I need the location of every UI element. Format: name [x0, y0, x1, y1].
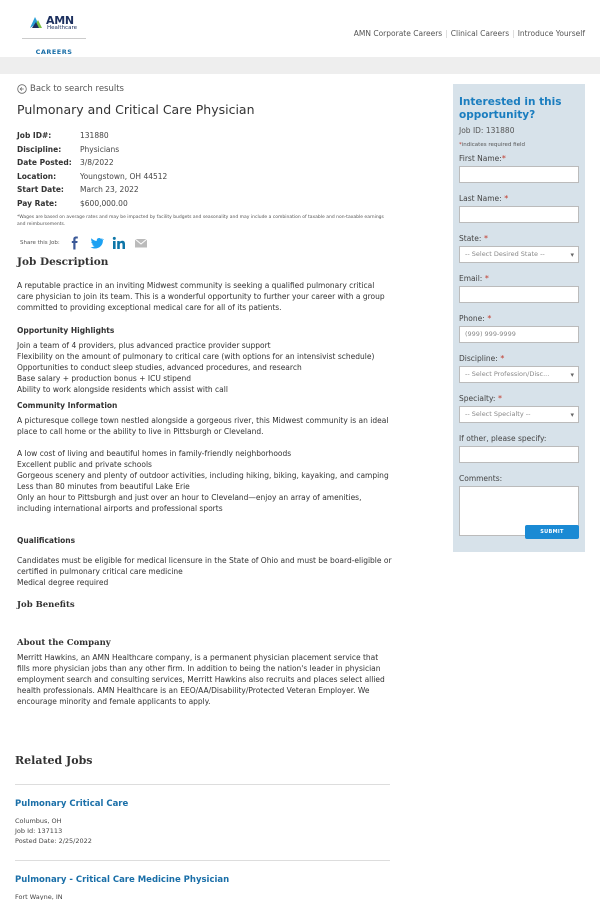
related-job	[15, 861, 390, 900]
apply-form	[453, 84, 585, 552]
list-item: Excellent public and private schools	[17, 460, 152, 469]
share-bar	[17, 236, 392, 250]
meta-value: Youngstown, OH 44512	[80, 171, 168, 181]
back-link-label: Back to search results	[30, 84, 124, 94]
meta-label: Pay Rate:	[17, 198, 58, 208]
required-star: *	[483, 234, 488, 243]
nav-separator: |	[445, 29, 448, 38]
email-icon[interactable]	[134, 236, 148, 250]
job-benefits-heading: Job Benefits	[17, 600, 75, 610]
nav-introduce-yourself[interactable]: Introduce Yourself	[517, 29, 585, 38]
required-star: *	[497, 394, 502, 403]
form-title: Interested in this opportunity?	[459, 96, 562, 121]
required-star: *	[484, 274, 489, 283]
job-description-heading: Job Description	[17, 256, 109, 268]
required-star: *	[459, 142, 462, 148]
site-header	[0, 0, 600, 57]
state-label: State:	[459, 234, 482, 243]
last-name-input[interactable]	[459, 206, 579, 223]
state-select[interactable]: -- Select Desired State -- ▾	[459, 246, 579, 263]
job-meta	[17, 129, 392, 210]
meta-value: 131880	[80, 131, 109, 141]
required-note-text: indicates required field	[461, 142, 525, 148]
list-item: Candidates must be eligible for medical licensure in the State of Ohio and must be board-eligible or certified in pulmonary critical care medicine	[17, 556, 392, 576]
related-job-posted: Posted Date: 2/25/2022	[15, 837, 92, 845]
list-item: Less than 80 minutes from beautiful Lake Erie	[17, 482, 190, 491]
first-name-label: First Name:	[459, 154, 502, 163]
required-star: *	[500, 354, 505, 363]
specialty-label: Specialty:	[459, 394, 496, 403]
other-specialty-input[interactable]	[459, 446, 579, 463]
qualifications-heading: Qualifications	[17, 536, 76, 545]
list-item: A picturesque college town nestled alongside a gorgeous river, this Midwest community is an ideal place to call home or the ability to live in Pittsburgh or Cleveland.	[17, 416, 389, 436]
community-heading: Community Information	[17, 401, 118, 410]
nav-clinical-careers[interactable]: Clinical Careers	[450, 29, 510, 38]
logo-divider	[22, 38, 86, 39]
list-item: Medical degree required	[17, 578, 109, 587]
discipline-select[interactable]: -- Select Profession/Disc... ▾	[459, 366, 579, 383]
state-field-group	[459, 234, 579, 263]
meta-label: Discipline:	[17, 144, 62, 154]
meta-row	[17, 129, 392, 143]
top-nav	[351, 29, 588, 38]
meta-label: Start Date:	[17, 185, 64, 195]
form-job-id: Job ID: 131880	[459, 126, 515, 135]
phone-input[interactable]: (999) 999-9999	[459, 326, 579, 343]
share-label: Share this Job:	[20, 240, 60, 246]
wage-disclaimer: *Wages are based on average rates and may be impacted by facility budgets and seasonality and may include a combination of taxable and non-taxable earnings and reimbursements.	[17, 215, 384, 227]
about-company-heading: About the Company	[17, 638, 111, 648]
job-detail	[17, 84, 392, 707]
email-label: Email:	[459, 274, 483, 283]
related-job-location: Columbus, OH	[15, 817, 62, 825]
related-job-link[interactable]: Pulmonary Critical Care	[15, 799, 129, 809]
specialty-field-group	[459, 394, 579, 423]
required-note	[459, 142, 579, 148]
list-item: Only an hour to Pittsburgh and just over an hour to Cleveland—enjoy an array of amenities, including international airports and professional sports	[17, 493, 362, 513]
submit-button[interactable]: SUBMIT	[525, 525, 579, 539]
job-description-intro: A reputable practice in an inviting Midwest community is seeking a qualified pulmonary critical care physician to join its team. This is a wonderful opportunity to further your career with a group committed to providing exceptional medical care for all of its patients.	[17, 281, 385, 312]
nav-corporate-careers[interactable]: AMN Corporate Careers	[353, 29, 443, 38]
amn-logo[interactable]	[22, 8, 86, 57]
related-job-location: Fort Wayne, IN	[15, 893, 63, 900]
meta-row	[17, 143, 392, 157]
job-title: Pulmonary and Critical Care Physician	[17, 102, 255, 117]
last-name-field-group	[459, 194, 579, 223]
email-input[interactable]	[459, 286, 579, 303]
meta-value: Physicians	[80, 144, 120, 154]
related-jobs	[15, 754, 390, 900]
related-job-link[interactable]: Pulmonary - Critical Care Medicine Physician	[15, 875, 230, 885]
twitter-icon[interactable]	[90, 236, 104, 250]
header-band	[0, 57, 600, 74]
other-label: If other, please specify:	[459, 434, 547, 443]
meta-row	[17, 183, 392, 197]
back-to-search-link[interactable]	[17, 84, 392, 94]
email-field-group	[459, 274, 579, 303]
meta-label: Location:	[17, 171, 57, 181]
first-name-field-group	[459, 154, 579, 183]
related-job	[15, 785, 390, 846]
highlights-list	[17, 340, 392, 395]
first-name-input[interactable]	[459, 166, 579, 183]
list-item: Ability to work alongside residents which assist with call	[17, 385, 228, 394]
back-arrow-icon	[17, 84, 27, 94]
list-item: Join a team of 4 providers, plus advanced practice provider support	[17, 341, 271, 350]
community-list	[17, 415, 392, 514]
related-job-id: Job Id: 137113	[15, 827, 63, 835]
spacer	[17, 437, 392, 448]
required-star: *	[487, 314, 492, 323]
phone-label: Phone:	[459, 314, 485, 323]
specialty-select[interactable]: -- Select Specialty -- ▾	[459, 406, 579, 423]
meta-row	[17, 156, 392, 170]
required-star: *	[504, 194, 509, 203]
related-jobs-heading: Related Jobs	[15, 754, 93, 767]
nav-separator: |	[512, 29, 515, 38]
comments-label: Comments:	[459, 474, 503, 483]
logo-careers: CAREERS	[35, 48, 73, 56]
logo-subtext: Healthcare	[47, 25, 77, 31]
required-star: *	[501, 154, 506, 163]
last-name-label: Last Name:	[459, 194, 502, 203]
meta-row	[17, 170, 392, 184]
linkedin-icon[interactable]	[112, 236, 126, 250]
meta-value: $600,000.00	[80, 198, 128, 208]
list-item: Opportunities to conduct sleep studies, advanced procedures, and research	[17, 363, 302, 372]
qualifications-list	[17, 555, 392, 588]
phone-field-group	[459, 314, 579, 343]
discipline-field-group	[459, 354, 579, 383]
about-company-text: Merritt Hawkins, an AMN Healthcare company, is a permanent physician placement service that fills more physician jobs than any other firm. In addition to being the nation's leader in physician employment search and consulting services, Merritt Hawkins also recruits and places select allied health professionals. AMN Healthcare is an EEO/AA/Disability/Protected Veteran Employer. We encourage minority and female applicants to apply.	[17, 653, 385, 706]
logo-text: AMN	[46, 14, 74, 27]
list-item: Flexibility on the amount of pulmonary to critical care (with options for an intensivist schedule)	[17, 352, 375, 361]
discipline-label: Discipline:	[459, 354, 498, 363]
meta-label: Job ID#:	[17, 131, 52, 141]
other-field-group	[459, 434, 579, 463]
meta-row	[17, 197, 392, 211]
facebook-icon[interactable]	[68, 236, 82, 250]
meta-value: March 23, 2022	[80, 185, 139, 195]
amn-mark-icon	[28, 14, 44, 30]
meta-value: 3/8/2022	[80, 158, 114, 168]
list-item: Base salary + production bonus + ICU stipend	[17, 374, 192, 383]
highlights-heading: Opportunity Highlights	[17, 326, 115, 335]
meta-label: Date Posted:	[17, 158, 72, 168]
list-item: A low cost of living and beautiful homes in family-friendly neighborhoods	[17, 449, 292, 458]
list-item: Gorgeous scenery and plenty of outdoor activities, including hiking, biking, kayaking, and camping	[17, 471, 389, 480]
